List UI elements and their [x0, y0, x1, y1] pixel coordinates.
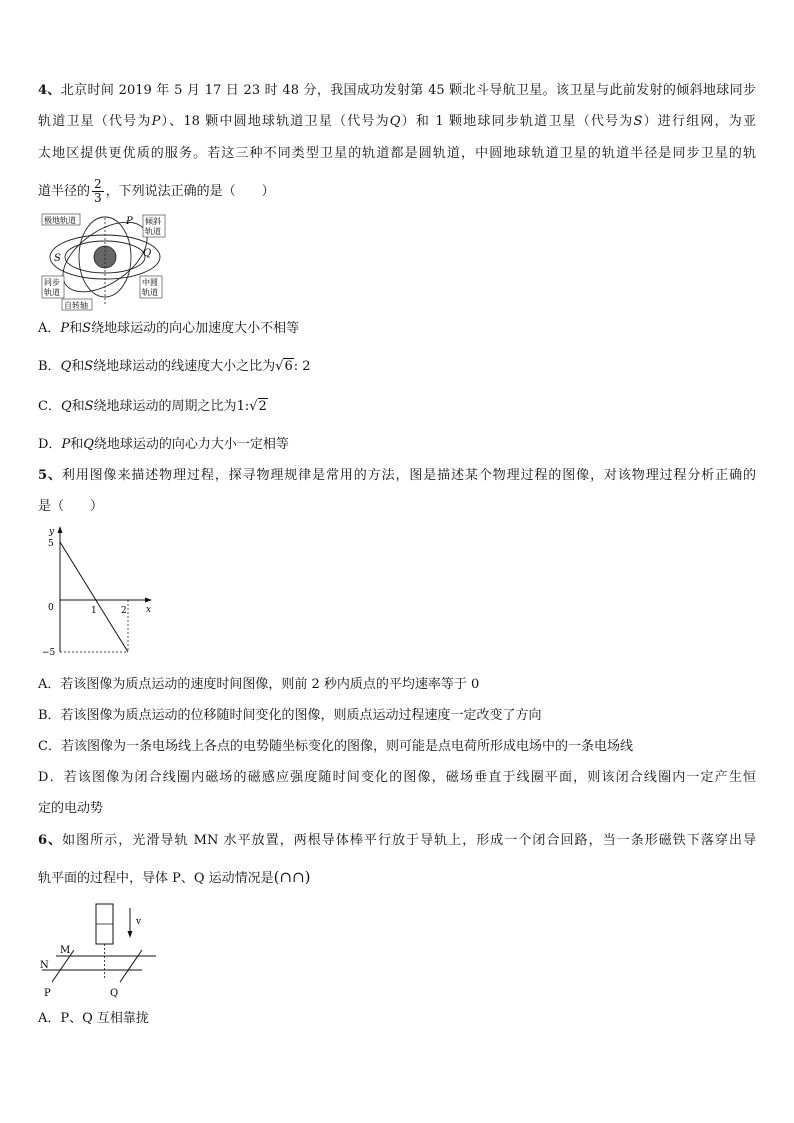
label-inclined-2: 轨道	[145, 227, 161, 236]
option-d-var2: Q	[83, 437, 94, 452]
label-sync-2: 轨道	[44, 288, 60, 297]
q4-var-s: S	[633, 114, 643, 129]
q4-fraction	[92, 178, 104, 205]
q6-answer-paren: (∩∩)	[273, 868, 311, 886]
q4-text-2b: ）、18 颗中圆地球轨道卫星（代号为	[160, 114, 390, 129]
label-polar: 极地轨道	[44, 216, 76, 225]
label-p: P	[126, 216, 133, 227]
option-b-and: 和	[71, 359, 85, 374]
option-c-label: C．	[38, 399, 61, 414]
x-label: x	[146, 605, 152, 615]
option-c-text: 绕地球运动的周期之比为	[93, 399, 237, 414]
label-sync-1: 同步	[44, 278, 60, 287]
q4-option-d	[38, 436, 289, 454]
q6-rail-diagram	[38, 898, 168, 1004]
q5-graph	[40, 522, 160, 662]
q4-option-a	[38, 320, 299, 338]
option-c-radicand: 2	[258, 399, 267, 414]
option-c-var1: Q	[60, 399, 72, 414]
tick-5: 5	[48, 539, 54, 549]
q4-var-p: P	[151, 114, 161, 129]
y-axis-arrow	[58, 526, 63, 533]
q4-text-1: 北京时间 2019 年 5 月 17 日 23 时 48 分，我国成功发射第 45 颗北斗导航卫星。该卫星与此前发射的倾斜地球同步	[60, 83, 756, 98]
q4-text-3: 太地区提供更优质的服务。若这三种不同类型卫星的轨道都是圆轨道，中圆地球轨道卫星的轨道半径是同步卫星的轨	[38, 146, 756, 161]
rod-q	[120, 950, 142, 982]
label-p: P	[44, 988, 51, 999]
q4-text-2a: 轨道卫星（代号为	[38, 114, 152, 129]
tick-0: 0	[48, 603, 54, 613]
option-b-sqrt: √6	[275, 359, 293, 374]
label-mid-2: 轨道	[142, 288, 158, 297]
label-m: M	[60, 945, 71, 956]
q4-text-2d: ）进行组网，为亚	[642, 114, 756, 129]
earth	[94, 246, 116, 268]
q4-var-q: Q	[389, 114, 401, 129]
label-s: S	[54, 253, 61, 264]
option-a-and: 和	[69, 321, 83, 336]
label-v: v	[136, 917, 142, 927]
option-b-radicand: 6	[284, 359, 293, 374]
label-q: Q	[143, 248, 152, 259]
y-label: y	[49, 527, 55, 537]
q4-orbit-diagram	[40, 212, 170, 312]
option-d-label: D．	[38, 437, 62, 452]
q5-option-b: B．若该图像为质点运动的位移随时间变化的图像，则质点运动过程速度一定改变了方向	[38, 708, 542, 723]
q6-line1	[38, 832, 756, 850]
tick-1: 1	[91, 606, 97, 616]
q6-text-2a: 轨平面的过程中，导体 P、Q 运动情况是	[38, 871, 274, 886]
label-inclined-1: 倾斜	[145, 217, 161, 226]
q4-option-b	[38, 358, 311, 376]
fraction-numerator: 2	[94, 177, 102, 191]
option-b-var1: Q	[60, 359, 72, 374]
option-a-var2: S	[82, 321, 92, 336]
label-mid-1: 中圆	[142, 278, 158, 287]
q5-option-d-2: 定的电动势	[38, 801, 104, 816]
q4-text-2c: ）和 1 颗地球同步轨道卫星（代号为	[400, 114, 634, 129]
option-a-label: A．	[38, 321, 61, 336]
q5-number: 5、	[38, 468, 62, 483]
q6-option-a: A．P、Q 互相靠拢	[38, 1011, 149, 1026]
q5-text-2: 是（ ）	[38, 499, 104, 514]
option-c-ratio: 1:	[236, 399, 250, 414]
q4-option-c	[38, 398, 268, 416]
q4-line1	[38, 82, 756, 100]
x-axis-arrow	[145, 598, 152, 603]
tick-neg5: −5	[42, 648, 56, 658]
q4-line3	[38, 145, 756, 163]
option-c-sqrt: √2	[249, 399, 267, 414]
option-b-text: 绕地球运动的线速度大小之比为	[93, 359, 276, 374]
option-c-and: 和	[71, 399, 85, 414]
option-a-text: 绕地球运动的向心加速度大小不相等	[91, 321, 300, 336]
label-q: Q	[110, 988, 119, 999]
option-b-var2: S	[84, 359, 94, 374]
q4-text-4a: 道半径的	[38, 184, 91, 199]
label-n: N	[40, 960, 49, 971]
q5-text-1: 利用图像来描述物理过程，探寻物理规律是常用的方法，图是描述某个物理过程的图像，对该物理过程分析正确的	[61, 468, 756, 483]
q4-text-4b: ，下列说法正确的是（ ）	[105, 184, 275, 199]
velocity-arrowhead	[128, 931, 133, 938]
tick-2: 2	[121, 606, 127, 616]
option-d-text: 绕地球运动的向心力大小一定相等	[93, 437, 289, 452]
q6-line2	[38, 868, 311, 888]
q6-text-1: 如图所示，光滑导轨 MN 水平放置，两根导体棒平行放于导轨上，形成一个闭合回路，当一条形磁铁下落穿出导	[62, 833, 757, 848]
option-b-label: B．	[38, 359, 61, 374]
option-d-var1: P	[61, 437, 71, 452]
label-axis: 自转轴	[64, 301, 88, 310]
q5-option-d-1: D．若该图像为闭合线圈内磁场的磁感应强度随时间变化的图像，磁场垂直于线圈平面，则该闭合线圈内一定产生恒	[38, 770, 756, 785]
q5-line1	[38, 467, 756, 485]
fraction-denominator: 3	[94, 191, 102, 205]
option-d-and: 和	[70, 437, 84, 452]
option-a-var1: P	[60, 321, 70, 336]
q5-line2	[38, 498, 103, 516]
option-b-ratio: : 2	[293, 359, 311, 374]
option-c-var2: S	[84, 399, 94, 414]
q4-line2	[38, 113, 756, 131]
q5-option-a: A．若该图像为质点运动的速度时间图像，则前 2 秒内质点的平均速率等于 0	[38, 677, 480, 692]
q4-number: 4、	[38, 83, 61, 98]
q6-number: 6、	[38, 833, 63, 848]
q5-option-c: C．若该图像为一条电场线上各点的电势随坐标变化的图像，则可能是点电荷所形成电场中的一条电场线	[38, 739, 633, 754]
q4-line4	[38, 178, 275, 205]
graph-line	[60, 542, 128, 652]
